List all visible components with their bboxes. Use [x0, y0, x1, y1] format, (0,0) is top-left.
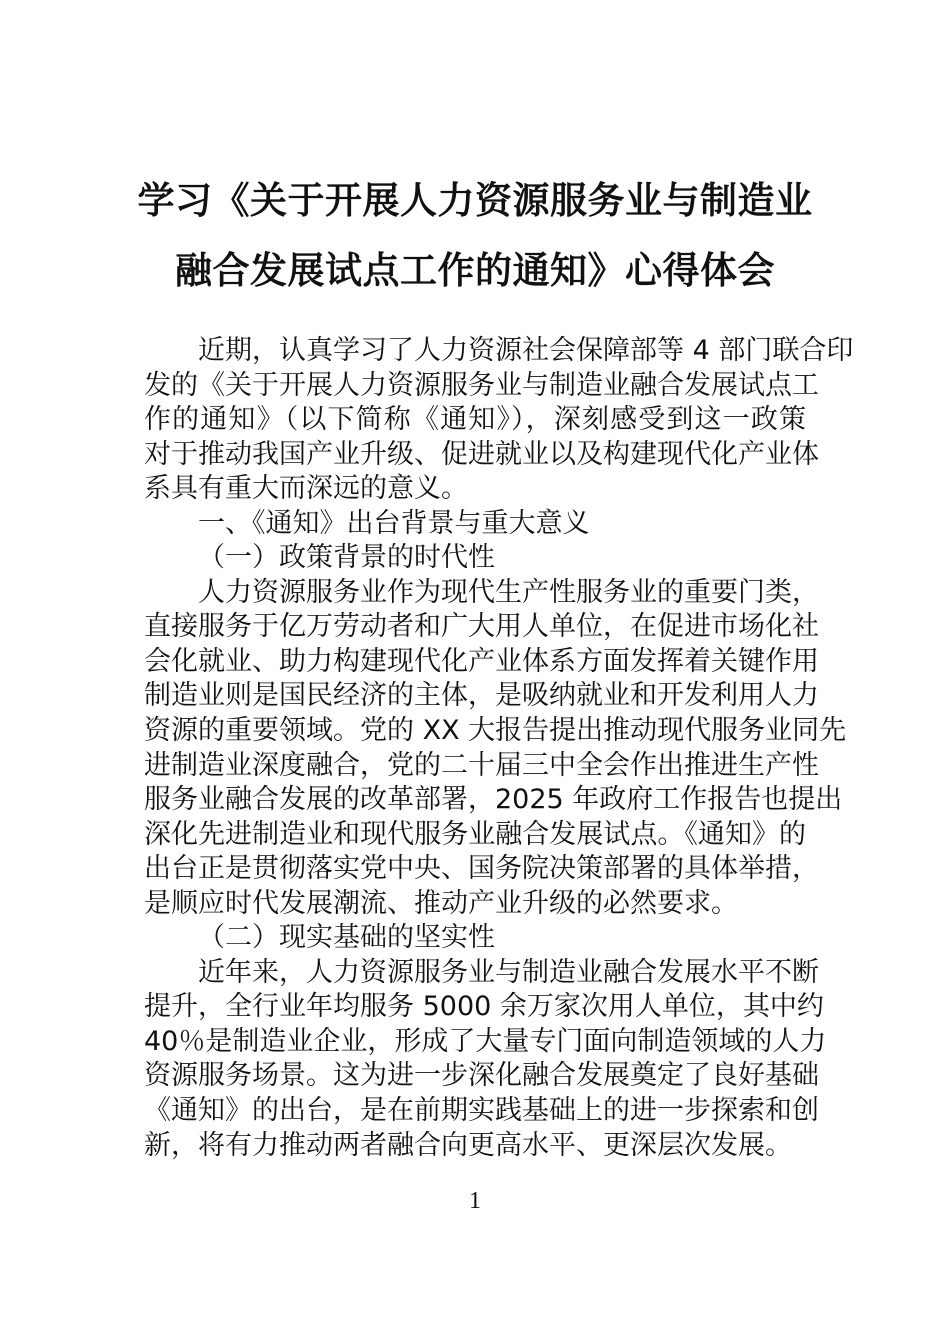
text-line: 新，将有力推动两者融合向更高水平、更深层次发展。 — [144, 1129, 792, 1161]
text-line: 会化就业、助力构建现代化产业体系方面发挥着关键作用 — [144, 645, 819, 677]
text-line: （一）政策背景的时代性 — [198, 542, 495, 574]
text-line: （二）现实基础的坚实性 — [198, 922, 495, 954]
text-line: 直接服务于亿万劳动者和广大用人单位，在促进市场化社 — [144, 611, 819, 643]
document-title-line-2: 融合发展试点工作的通知》心得体会 — [175, 249, 775, 292]
paragraph — [144, 956, 827, 1163]
text-line: 服务业融合发展的改革部署，2025 年政府工作报告也提出 — [144, 784, 843, 816]
text-line: 进制造业深度融合，党的二十届三中全会作出推进生产性 — [144, 749, 819, 781]
text-line: 资源服务场景。这为进一步深化融合发展奠定了良好基础 — [144, 1060, 819, 1092]
section-heading — [144, 507, 806, 542]
text-line: 深化先进制造业和现代服务业融合发展试点。《通知》的 — [144, 818, 806, 850]
text-line: 制造业则是国民经济的主体，是吸纳就业和开发利用人力 — [144, 680, 819, 712]
text-line: 近期，认真学习了人力资源社会保障部等 4 部门联合印 — [198, 335, 854, 366]
text-line: 40％是制造业企业，形成了大量专门面向制造领域的人力 — [144, 1025, 827, 1057]
text-line: 作的通知》（以下简称《通知》），深刻感受到这一政策 — [144, 404, 806, 436]
text-line: 《通知》的出台，是在前期实践基础上的进一步探索和创 — [144, 1095, 819, 1127]
text-line: 一、《通知》出台背景与重大意义 — [198, 507, 590, 539]
text-line: 提升，全行业年均服务 5000 余万家次用人单位，其中约 — [144, 991, 824, 1023]
document-body — [144, 334, 854, 1163]
page-number: 1 — [469, 1188, 481, 1214]
text-line: 系具有重大而深远的意义。 — [144, 473, 468, 505]
text-line: 出台正是贯彻落实党中央、国务院决策部署的具体举措， — [144, 853, 819, 885]
text-line: 对于推动我国产业升级、促进就业以及构建现代化产业体 — [144, 438, 819, 470]
text-line: 资源的重要领域。党的 XX 大报告提出推动现代服务业同先 — [144, 715, 847, 747]
text-line: 近年来，人力资源服务业与制造业融合发展水平不断 — [198, 956, 819, 988]
section-heading — [144, 921, 806, 956]
paragraph — [144, 334, 854, 507]
text-line: 人力资源服务业作为现代生产性服务业的重要门类， — [198, 576, 819, 608]
text-line: 是顺应时代发展潮流、推动产业升级的必然要求。 — [144, 887, 738, 919]
paragraph — [144, 576, 847, 921]
section-heading — [144, 541, 806, 576]
document-title-line-1: 学习《关于开展人力资源服务业与制造业 — [137, 179, 813, 222]
text-line: 发的《关于开展人力资源服务业与制造业融合发展试点工 — [144, 369, 819, 401]
